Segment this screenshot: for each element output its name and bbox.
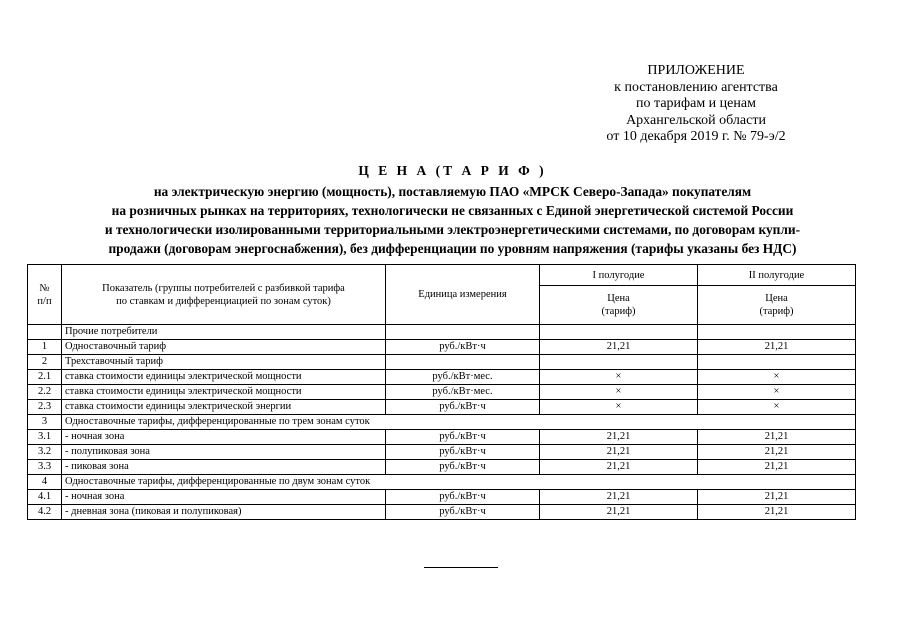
row-unit bbox=[386, 355, 540, 370]
table-row bbox=[28, 325, 856, 340]
table-row bbox=[28, 400, 856, 415]
table-row bbox=[28, 340, 856, 355]
title-line: и технологически изолированными территориальными электроэнергетическими системами, по договорам купли- bbox=[104, 222, 801, 237]
title-line: продажи (договорам энергоснабжения), без дифференциации по уровням напряжения (тарифы указаны без НДС) bbox=[108, 241, 797, 256]
row-unit: руб./кВт·ч bbox=[386, 340, 540, 355]
row-number: 4 bbox=[28, 475, 62, 490]
row-value-first-half: × bbox=[540, 400, 698, 415]
table-row bbox=[28, 415, 856, 430]
row-label: Трехставочный тариф bbox=[62, 355, 386, 370]
row-value-first-half: 21,21 bbox=[540, 505, 698, 520]
header-second-half: II полугодие bbox=[698, 265, 856, 286]
table-row bbox=[28, 445, 856, 460]
title-line: на розничных рынках на территориях, технологически не связанных с Единой энергетической системой России bbox=[111, 203, 794, 218]
table-row bbox=[28, 490, 856, 505]
row-unit: руб./кВт·ч bbox=[386, 400, 540, 415]
appendix-line: к постановлению агентства bbox=[614, 79, 778, 95]
row-number: 3.3 bbox=[28, 460, 62, 475]
row-label: ставка стоимости единицы электрической мощности bbox=[62, 370, 386, 385]
row-value-first-half bbox=[540, 355, 698, 370]
table-row bbox=[28, 385, 856, 400]
row-unit: руб./кВт·ч bbox=[386, 490, 540, 505]
document-title-block bbox=[40, 163, 865, 258]
row-unit: руб./кВт·ч bbox=[386, 430, 540, 445]
header-first-half: I полугодие bbox=[540, 265, 698, 286]
row-number: 2.3 bbox=[28, 400, 62, 415]
row-value-second-half: 21,21 bbox=[698, 340, 856, 355]
row-value-second-half: 21,21 bbox=[698, 460, 856, 475]
header-price-first: Цена (тариф) bbox=[540, 286, 698, 325]
row-value-second-half bbox=[698, 355, 856, 370]
row-value-second-half: 21,21 bbox=[698, 430, 856, 445]
row-number: 1 bbox=[28, 340, 62, 355]
row-label: - полупиковая зона bbox=[62, 445, 386, 460]
appendix-label: ПРИЛОЖЕНИЕ bbox=[647, 63, 745, 78]
title-line: на электрическую энергию (мощность), поставляемую ПАО «МРСК Северо-Запада» покупателям bbox=[153, 184, 752, 199]
row-value-second-half: 21,21 bbox=[698, 445, 856, 460]
signature-line bbox=[424, 567, 498, 568]
row-value-first-half: 21,21 bbox=[540, 430, 698, 445]
row-label: Прочие потребители bbox=[62, 325, 386, 340]
header-num: № п/п bbox=[28, 265, 62, 325]
table-body bbox=[28, 325, 856, 520]
row-value-second-half: × bbox=[698, 400, 856, 415]
row-value-first-half: 21,21 bbox=[540, 340, 698, 355]
row-label: Одноставочные тарифы, дифференцированные по трем зонам суток bbox=[62, 415, 856, 430]
document-heading: Ц Е Н А (Т А Р И Ф ) bbox=[358, 163, 547, 178]
row-number bbox=[28, 325, 62, 340]
appendix-block bbox=[566, 63, 826, 146]
table-row bbox=[28, 370, 856, 385]
table-row bbox=[28, 430, 856, 445]
row-label: ставка стоимости единицы электрической мощности bbox=[62, 385, 386, 400]
row-number: 3 bbox=[28, 415, 62, 430]
row-unit: руб./кВт·ч bbox=[386, 505, 540, 520]
row-value-second-half: × bbox=[698, 370, 856, 385]
table-row bbox=[28, 475, 856, 490]
row-unit bbox=[386, 325, 540, 340]
row-number: 4.2 bbox=[28, 505, 62, 520]
row-label: - дневная зона (пиковая и полупиковая) bbox=[62, 505, 386, 520]
appendix-line: Архангельской области bbox=[626, 112, 766, 128]
row-value-second-half: × bbox=[698, 385, 856, 400]
row-value-second-half: 21,21 bbox=[698, 490, 856, 505]
row-label: - ночная зона bbox=[62, 490, 386, 505]
row-number: 2 bbox=[28, 355, 62, 370]
row-number: 2.2 bbox=[28, 385, 62, 400]
header-price-second: Цена (тариф) bbox=[698, 286, 856, 325]
row-value-first-half bbox=[540, 325, 698, 340]
row-label: Одноставочный тариф bbox=[62, 340, 386, 355]
row-value-first-half: × bbox=[540, 385, 698, 400]
appendix-date-line: от 10 декабря 2019 г. № 79-э/2 bbox=[606, 129, 786, 144]
row-number: 3.2 bbox=[28, 445, 62, 460]
row-label: - ночная зона bbox=[62, 430, 386, 445]
tariff-table bbox=[27, 264, 856, 520]
table-row bbox=[28, 505, 856, 520]
row-label: ставка стоимости единицы электрической энергии bbox=[62, 400, 386, 415]
header-indicator: Показатель (группы потребителей с разбивкой тарифа по ставкам и дифференциацией по зонам суток) bbox=[62, 265, 386, 325]
row-unit: руб./кВт·мес. bbox=[386, 370, 540, 385]
table-row bbox=[28, 355, 856, 370]
row-label: Одноставочные тарифы, дифференцированные по двум зонам суток bbox=[62, 475, 856, 490]
row-value-first-half: 21,21 bbox=[540, 490, 698, 505]
row-value-first-half: 21,21 bbox=[540, 460, 698, 475]
row-number: 3.1 bbox=[28, 430, 62, 445]
row-unit: руб./кВт·мес. bbox=[386, 385, 540, 400]
header-unit: Единица измерения bbox=[386, 265, 540, 325]
row-value-second-half: 21,21 bbox=[698, 505, 856, 520]
row-unit: руб./кВт·ч bbox=[386, 460, 540, 475]
row-number: 4.1 bbox=[28, 490, 62, 505]
row-number: 2.1 bbox=[28, 370, 62, 385]
appendix-line: по тарифам и ценам bbox=[636, 96, 756, 111]
row-unit: руб./кВт·ч bbox=[386, 445, 540, 460]
row-label: - пиковая зона bbox=[62, 460, 386, 475]
row-value-first-half: × bbox=[540, 370, 698, 385]
row-value-second-half bbox=[698, 325, 856, 340]
table-row bbox=[28, 460, 856, 475]
row-value-first-half: 21,21 bbox=[540, 445, 698, 460]
